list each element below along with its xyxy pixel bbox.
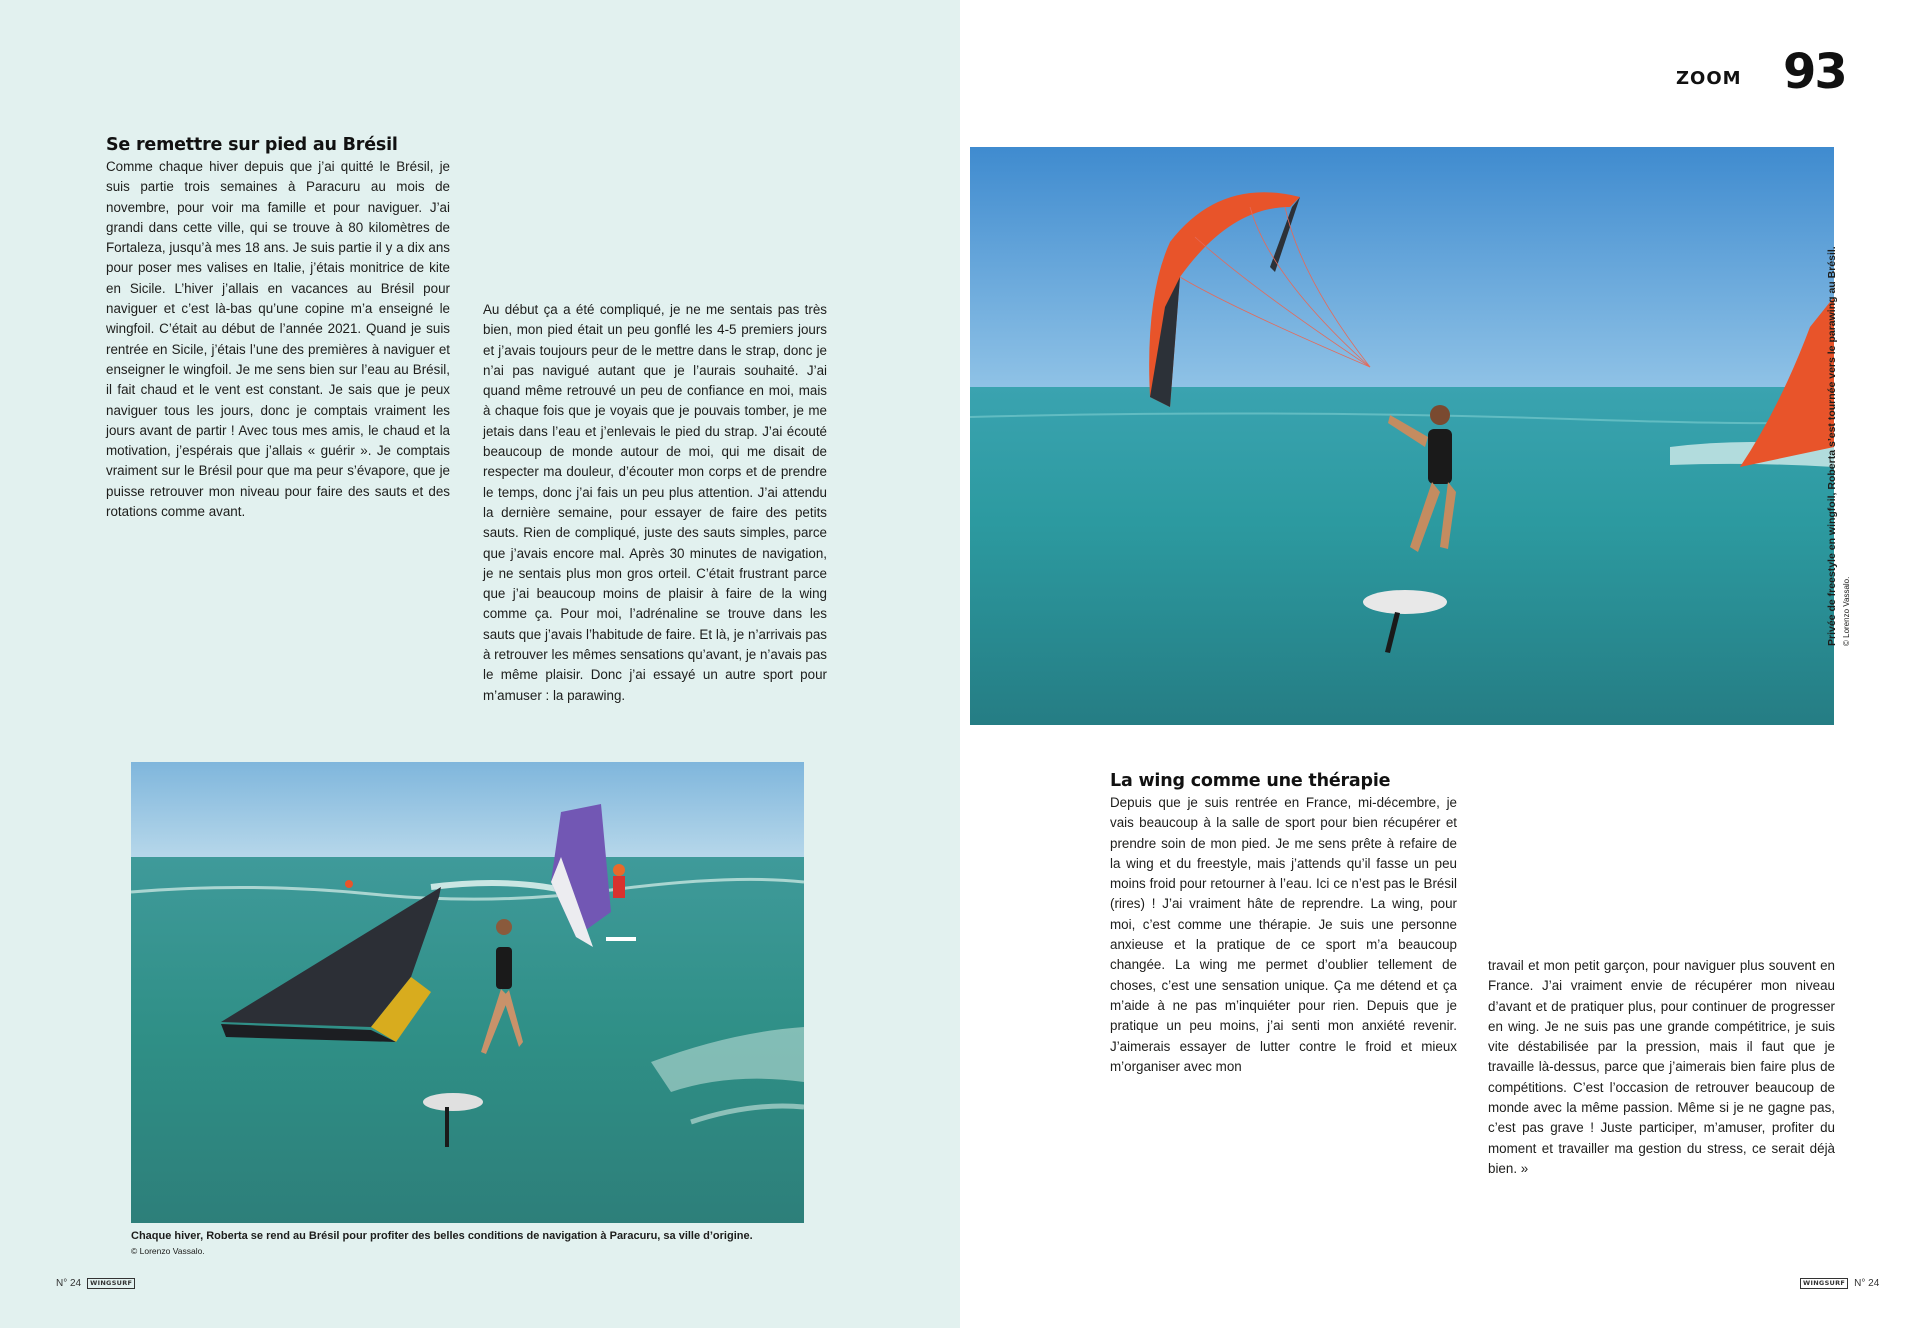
photo-left-credit: © Lorenzo Vassalo. <box>131 1246 205 1256</box>
folio-right <box>1800 1278 1879 1289</box>
magazine-logo-left: WINGSURF <box>87 1278 135 1289</box>
section1-col1-text: Comme chaque hiver depuis que j’ai quitté le Brésil, je suis partie trois semaines à Paracuru au mois de novembre, pour voir ma famille et pour naviguer. J’ai grandi dans cette ville, qui se trouve à 80 kilomètres de Fortaleza, jusqu’à mes 18 ans. Je suis partie il y a dix ans pour poser mes valises en Italie, j’étais monitrice de kite en Sicile. L’hiver j’allais en vacances au Brésil pour naviguer et c’est là-bas qu’une copine m’a enseigné le wingfoil. C’était au début de l’année 2021. Quand je suis rentrée en Sicile, j’étais l’une des premières à naviguer et enseigner le wingfoil. Je me sens bien sur l’eau au Brésil, il fait chaud et le vent est constant. Je sais que je peux naviguer tous les jours, donc je comptais vraiment les jours avant de partir ! Avec tous mes amis, le chaud et la motivation, j’espérais que j’allais « guérir ». Je comptais vraiment sur le Brésil pour que ma peur s’évapore, que je puisse retrouver mon niveau pour faire des sauts et des rotations comme avant. <box>106 159 450 520</box>
photo-left-caption <box>131 1229 831 1258</box>
photo-right-caption-text: Privée de freestyle en wingfoil, Roberta s’est tournée vers le parawing au Brésil. <box>1826 246 1838 646</box>
photo-parawing-brazil <box>970 147 1834 725</box>
folio-left-issue: N° 24 <box>56 1278 82 1289</box>
magazine-logo-right: WINGSURF <box>1800 1278 1848 1289</box>
photo-right-credit: © Lorenzo Vassalo. <box>1842 576 1851 646</box>
section1-col2-text: Au début ça a été compliqué, je ne me sentais pas très bien, mon pied était un peu gonflé les 4-5 premiers jours et j’avais toujours peur de le mettre dans le strap, donc je n’ai pas navigué autant que je l’aurais souhaité. J’ai quand même retrouvé un peu de confiance en moi, mais à chaque fois que je voyais que je pouvais tomber, je me jetais dans l’eau et j’enlevais le pied du strap. J’ai écouté beaucoup de monde autour de moi, qui me disait de respecter ma douleur, d’écouter mon corps et de prendre le temps, donc j’ai fais un peu plus attention. J’ai attendu la dernière semaine, pour essayer de faire des petits sauts. Rien de compliqué, juste des sauts simples, parce que j’avais encore mal. Après 30 minutes de navigation, je ne sentais plus mon gros orteil. C’était frustrant parce que j’ai beaucoup moins de plaisir à faire de la wing comme ça. Pour moi, l’adrénaline se trouve dans les sauts que j’avais l’habitude de faire. Et là, je n’arrivais pas à retrouver les mêmes sensations qu’avant, je n’avais pas le même plaisir. Donc j’ai essayé un autre sport pour m’amuser : la parawing. <box>483 302 827 703</box>
section2-col1 <box>1110 770 1457 1077</box>
section2-col1-text: Depuis que je suis rentrée en France, mi-décembre, je vais beaucoup à la salle de sport pour bien récupérer et prendre soin de mon pied. Je me sens prête à refaire de la wing et du freestyle, mais j’attends qu’il fasse un peu moins froid pour retourner à l’eau. Ici ce n’est pas le Brésil (rires) ! J’ai vraiment hâte de reprendre. La wing, pour moi, c’est comme une thérapie. Je suis une personne anxieuse et la pratique de ce sport m’a beaucoup changée. La wing me permet d’oublier tellement de choses, c’est une sensation unique. Ça me détend et ça m’aide à ne pas m’inquiéter pour rien. Depuis que je pratique un peu moins, j’ai senti mon anxiété revenir. J’aimerais essayer de lutter contre le froid et mieux m’organiser avec mon <box>1110 795 1457 1074</box>
section1-title: Se remettre sur pied au Brésil <box>106 135 398 155</box>
section2-col2-text: travail et mon petit garçon, pour naviguer plus souvent en France. J’ai vraiment envie de récupérer mon niveau d’avant et de pratiquer plus, pour continuer de progresser en wing. Je ne suis pas une grande compétitrice, je suis vite déstabilisée par la pression, mais il faut que je travaille là-dessus, parce que j’aimerais bien faire plus de compétitions. C’est l’occasion de retrouver beaucoup de monde avec la même passion. Même si je ne gagne pas, c’est pas grave ! Juste participer, m’amuser, profiter du moment et travailler ma gestion du stress, ce serait déjà bien. » <box>1488 958 1835 1176</box>
folio-left <box>56 1278 135 1289</box>
page-number: 93 <box>1783 44 1846 100</box>
photo-right-caption <box>1826 216 1866 646</box>
section2-title: La wing comme une thérapie <box>1110 771 1391 791</box>
photo-left-caption-text: Chaque hiver, Roberta se rend au Brésil pour profiter des belles conditions de navigation à Paracuru, sa ville d’origine. <box>131 1230 753 1242</box>
section-label: ZOOM <box>1676 68 1742 89</box>
photo-wingfoil-brazil <box>131 762 804 1223</box>
folio-right-issue: N° 24 <box>1854 1278 1880 1289</box>
section1-col2 <box>483 300 827 706</box>
section2-col2 <box>1488 956 1835 1179</box>
section1-col1 <box>106 134 450 522</box>
